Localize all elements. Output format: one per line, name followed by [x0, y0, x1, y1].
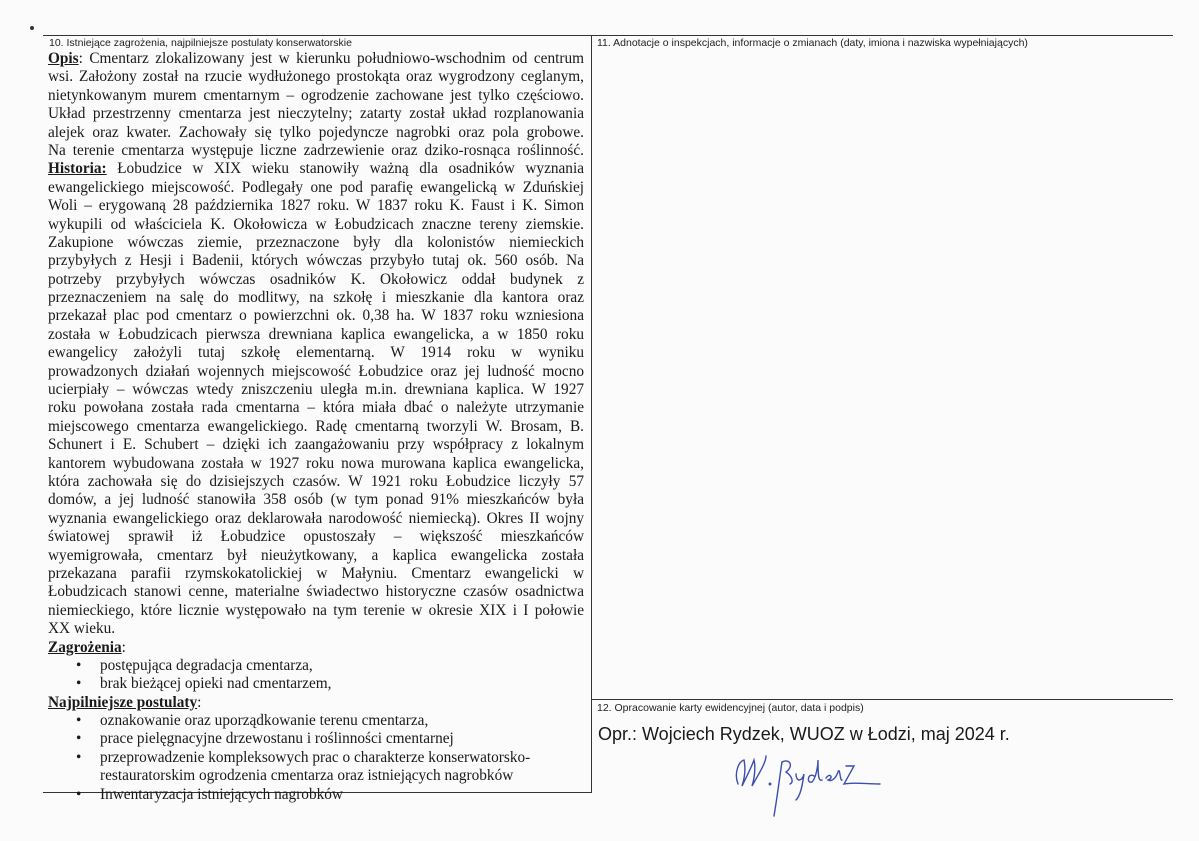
zagrozenia-suffix: : — [121, 638, 126, 656]
historia-label: Historia: — [48, 160, 107, 178]
section-10-header: 10. Istniejące zagrożenia, najpilniejsze postulaty konserwatorskie — [49, 37, 352, 49]
postulaty-label: Najpilniejsze postulaty — [48, 693, 198, 711]
historia-text: przeznaczeniem na salę do modlitwy, na szkołę i mieszkanie dla kantora oraz — [48, 289, 584, 307]
zagrozenia-item — [48, 675, 584, 693]
postulaty-item-text: restauratorskim ogrodzenia cmentarza oraz istniejących nagrobków — [100, 767, 514, 785]
postulaty-item — [48, 767, 584, 785]
historia-line — [48, 216, 584, 234]
historia-text: Schunert i E. Schubert – dzięki ich zaangażowaniu przy współpracy z lokalnym — [48, 436, 584, 454]
historia-line — [48, 583, 584, 601]
historia-text: przekazał plac pod cmentarz o powierzchni ok. 0,38 ha. W 1837 roku wzniesiona — [48, 307, 584, 325]
opis-line — [48, 142, 584, 160]
historia-text: roku powołana została rada cmentarna – która miała dbać o należyte utrzymanie — [48, 399, 584, 417]
zagrozenia-label: Zagrożenia — [48, 638, 122, 656]
historia-text: miejscowego cmentarza ewangelickiego. Radę cmentarną tworzyli W. Brosam, B. — [48, 417, 584, 435]
bullet-icon: • — [76, 748, 82, 766]
opis-text: Na terenie cmentarza występuje liczne zadrzewienie oraz dziko-rosnąca roślinność. — [48, 141, 584, 159]
historia-text: światowej sprawił iż Łobudzice opustoszały – większość mieszkańców — [48, 528, 584, 546]
historia-line — [48, 510, 584, 528]
opis-line — [48, 50, 584, 68]
opis-text: wsi. Założony został na rzucie wydłużonego prostokąta oraz wygrodzony ceglanym, — [48, 68, 584, 86]
historia-line — [48, 197, 584, 215]
postulaty-item — [48, 730, 584, 748]
historia-text: ewangelicy założyli tutaj szkołę elementarną. W 1914 roku w wyniku — [48, 344, 584, 362]
opis-label: Opis — [48, 50, 79, 67]
bullet-icon: • — [76, 675, 82, 693]
historia-line — [48, 455, 584, 473]
bullet-icon: • — [76, 656, 82, 674]
historia-line — [48, 399, 584, 417]
historia-text: kantorem wybudowana została w 1927 roku nowa murowana kaplica ewangelicka, — [48, 454, 584, 472]
zagrozenia-item-text: postępująca degradacja cmentarza, — [100, 656, 313, 674]
opis-text: Układ przestrzenny cmentarza jest nieczytelny; zatarty został układ rozplanowania — [48, 105, 584, 123]
historia-line — [48, 289, 584, 307]
opis-line — [48, 68, 584, 86]
historia-text: przybyłych z Hesji i Badenii, których wówczas przybyło tutaj ok. 560 osób. Na — [48, 252, 584, 270]
historia-text: ewangelickiego miejscowość. Podlegały one pod parafię ewangelicką w Zduńskiej — [48, 178, 584, 196]
historia-line — [48, 344, 584, 362]
opis-line — [48, 87, 584, 105]
historia-line — [48, 326, 584, 344]
bullet-icon: • — [76, 712, 82, 730]
postulaty-item-text: Inwentaryzacja istniejących nagrobków — [100, 785, 343, 803]
historia-text: Łobudzicach stanowi cenne, materialne świadectwo historyczne czasów osadnictwa — [48, 583, 584, 601]
historia-text: domów, a jej ludność stanowiła 358 osób (w tym ponad 91% mieszkańców była — [48, 491, 584, 509]
historia-text: która zachowała się do dzisiejszych czasów. W 1921 roku Łobudzice liczyły 57 — [48, 472, 584, 490]
signature-icon — [730, 752, 890, 822]
historia-line — [48, 271, 584, 289]
postulaty-item — [48, 712, 584, 730]
postulaty-heading — [48, 694, 584, 712]
table-top-border — [43, 35, 1173, 36]
historia-line — [48, 307, 584, 325]
historia-line — [48, 179, 584, 197]
zagrozenia-item-text: brak bieżącej opieki nad cmentarzem, — [100, 675, 332, 693]
section-10-content — [48, 50, 584, 804]
historia-line — [48, 436, 584, 454]
postulaty-item-text: prace pielęgnacyjne drzewostanu i roślinności cmentarnej — [100, 730, 454, 748]
postulaty-item — [48, 749, 584, 767]
historia-text: przekazana parafii rzymskokatolickiej w Małyniu. Cmentarz ewangelicki w — [48, 564, 584, 582]
author-line: Opr.: Wojciech Rydzek, WUOZ w Łodzi, maj 2024 r. — [598, 724, 1010, 744]
historia-line — [48, 234, 584, 252]
zagrozenia-item — [48, 657, 584, 675]
historia-text: niemieckiego, które licznie występowało na tym terenie w okresie XIX i I połowie — [48, 601, 584, 619]
historia-text: Woli – erygowaną 28 października 1827 roku. W 1837 roku K. Faust i K. Simon — [48, 197, 584, 215]
opis-text: nietynkowanym murem cmentarnym – ogrodzenie zachowane jest tylko częściowo. — [48, 86, 584, 104]
opis-text: : Cmentarz zlokalizowany jest w kierunku południowo-wschodnim od centrum — [78, 50, 584, 67]
opis-line — [48, 124, 584, 142]
postulaty-item-text: oznakowanie oraz uporządkowanie terenu cmentarza, — [100, 712, 429, 730]
historia-line — [48, 602, 584, 620]
historia-text: XX wieku. — [48, 620, 116, 638]
historia-line — [48, 381, 584, 399]
right-section-divider — [591, 699, 1173, 700]
postulaty-item — [48, 786, 584, 804]
historia-line — [48, 547, 584, 565]
historia-text: wyznania ewangelickiego oraz deklarowała narodowość niemiecką). Okres II wojny — [48, 509, 584, 527]
historia-line — [48, 491, 584, 509]
historia-line — [48, 418, 584, 436]
bullet-icon: • — [76, 785, 82, 803]
historia-text: ucierpiały – wówczas wtedy zniszczeniu uległa m.in. drewniana kaplica. W 1927 — [48, 381, 584, 399]
column-divider — [591, 35, 592, 793]
historia-line — [48, 160, 584, 178]
opis-text: alejek oraz kwater. Zachowały się tylko pojedyncze nagrobki oraz pola grobowe. — [48, 123, 584, 141]
postulaty-item-text: przeprowadzenie kompleksowych prac o charakterze konserwatorsko- — [100, 748, 531, 766]
historia-text: prowadzonych działań wojennych miejscowość Łobudzice oraz jej ludność mocno — [48, 362, 584, 380]
section-11-header: 11. Adnotacje o inspekcjach, informacje o zmianach (daty, imiona i nazwiska wypełniających) — [597, 37, 1028, 49]
historia-line — [48, 528, 584, 546]
zagrozenia-heading — [48, 639, 584, 657]
section-12-header: 12. Opracowanie karty ewidencyjnej (autor, data i podpis) — [597, 702, 864, 714]
handwritten-signature — [730, 752, 890, 827]
bullet-icon: • — [76, 730, 82, 748]
historia-text: Zakupione wówczas ziemie, przeznaczone były dla kolonistów niemieckich — [48, 233, 584, 251]
historia-line — [48, 473, 584, 491]
opis-line — [48, 105, 584, 123]
historia-text: Łobudzice w XIX wieku stanowiły ważną dla osadników wyznania — [106, 160, 584, 178]
historia-line — [48, 252, 584, 270]
historia-text: wyemigrowała, cmentarz był nieużytkowany, a kaplica ewangelicka została — [48, 546, 584, 564]
historia-text: potrzeby przybyłych wówczas osadników K. Okołowicz oddał budynek z — [48, 270, 584, 288]
postulaty-suffix: : — [197, 693, 202, 711]
scan-mark — [30, 26, 34, 30]
historia-text: wykupili od właściciela K. Okołowicza w Łobudzicach znaczne tereny ziemskie. — [48, 215, 584, 233]
historia-text: została w Łobudzicach pierwsza drewniana kaplica ewangelicka, a w 1850 roku — [48, 325, 584, 343]
historia-line — [48, 620, 584, 638]
historia-line — [48, 565, 584, 583]
historia-line — [48, 363, 584, 381]
